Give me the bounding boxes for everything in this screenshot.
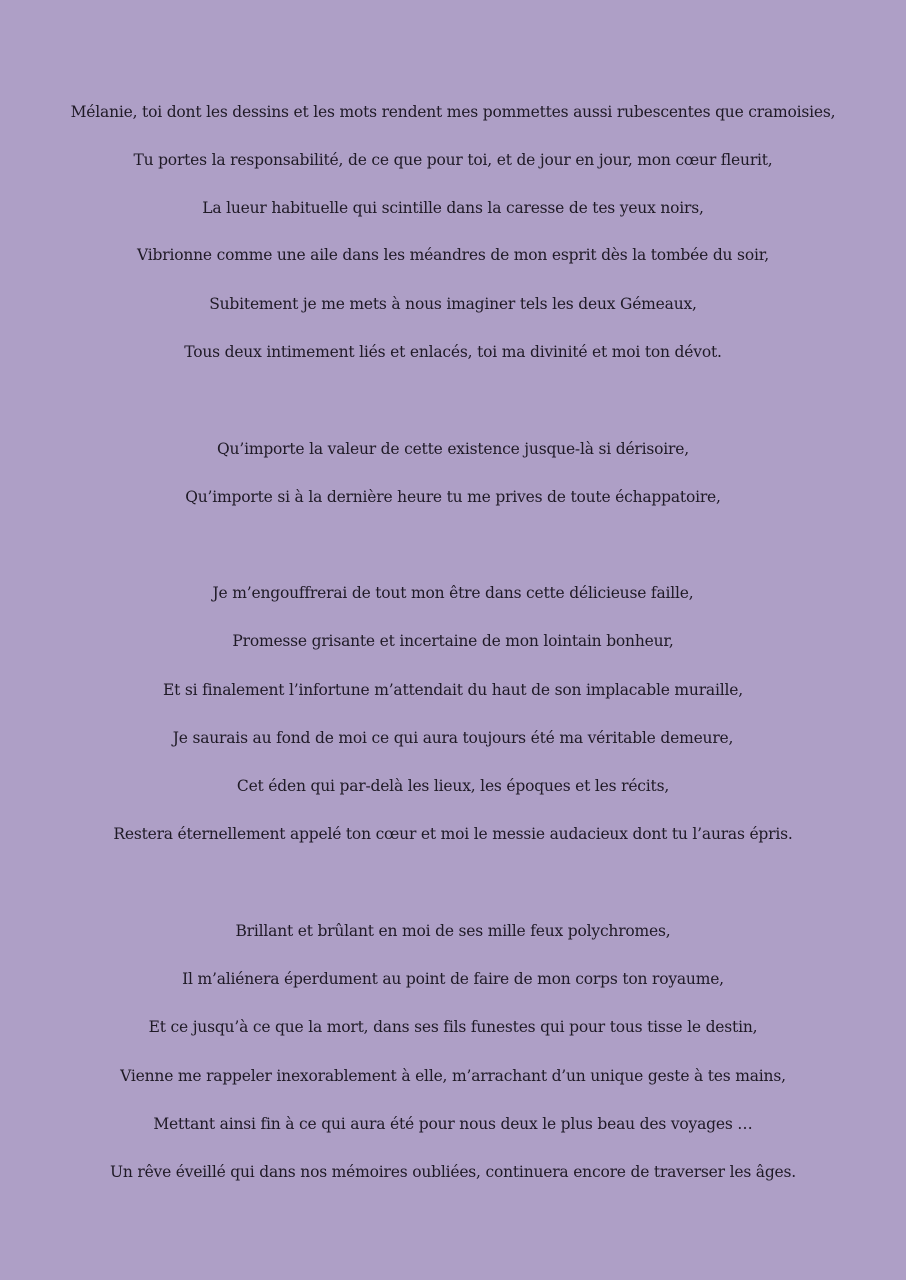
poem-line: Subitement je me mets à nous imaginer tels les deux Gémeaux, <box>209 295 697 313</box>
poem-line: Et ce jusqu’à ce que la mort, dans ses fils funestes qui pour tous tisse le destin, <box>148 1018 758 1036</box>
poem-line: Mélanie, toi dont les dessins et les mots rendent mes pommettes aussi rubescentes que cramoisies, <box>70 103 836 121</box>
poem-line: Promesse grisante et incertaine de mon lointain bonheur, <box>232 632 674 650</box>
poem-line: Restera éternellement appelé ton cœur et moi le messie audacieux dont tu l’auras épris. <box>113 825 793 843</box>
poem-line: Je saurais au fond de moi ce qui aura toujours été ma véritable demeure, <box>172 729 734 747</box>
poem-line: Et si finalement l’infortune m’attendait du haut de son implacable muraille, <box>163 681 743 699</box>
poem-line: Tu portes la responsabilité, de ce que pour toi, et de jour en jour, mon cœur fleurit, <box>133 151 773 169</box>
poem-line: Qu’importe si à la dernière heure tu me prives de toute échappatoire, <box>185 488 721 506</box>
poem-line: Cet éden qui par-delà les lieux, les époques et les récits, <box>236 777 670 795</box>
poem-line: Un rêve éveillé qui dans nos mémoires oubliées, continuera encore de traverser les âges. <box>109 1163 797 1181</box>
poem-line: La lueur habituelle qui scintille dans la caresse de tes yeux noirs, <box>202 199 704 217</box>
poem-line: Vibrionne comme une aile dans les méandres de mon esprit dès la tombée du soir, <box>137 246 769 264</box>
poem-line: Mettant ainsi fin à ce qui aura été pour nous deux le plus beau des voyages … <box>153 1115 753 1133</box>
poem-line: Il m’aliénera éperdument au point de faire de mon corps ton royaume, <box>182 970 724 988</box>
poem-line: Vienne me rappeler inexorablement à elle, m’arrachant d’un unique geste à tes mains, <box>120 1067 786 1085</box>
poem-line: Qu’importe la valeur de cette existence jusque-là si dérisoire, <box>217 440 689 458</box>
poem-line: Brillant et brûlant en moi de ses mille feux polychromes, <box>235 922 671 940</box>
poem-line: Tous deux intimement liés et enlacés, toi ma divinité et moi ton dévot. <box>184 343 722 361</box>
poem-line: Je m’engouffrerai de tout mon être dans cette délicieuse faille, <box>212 584 694 602</box>
